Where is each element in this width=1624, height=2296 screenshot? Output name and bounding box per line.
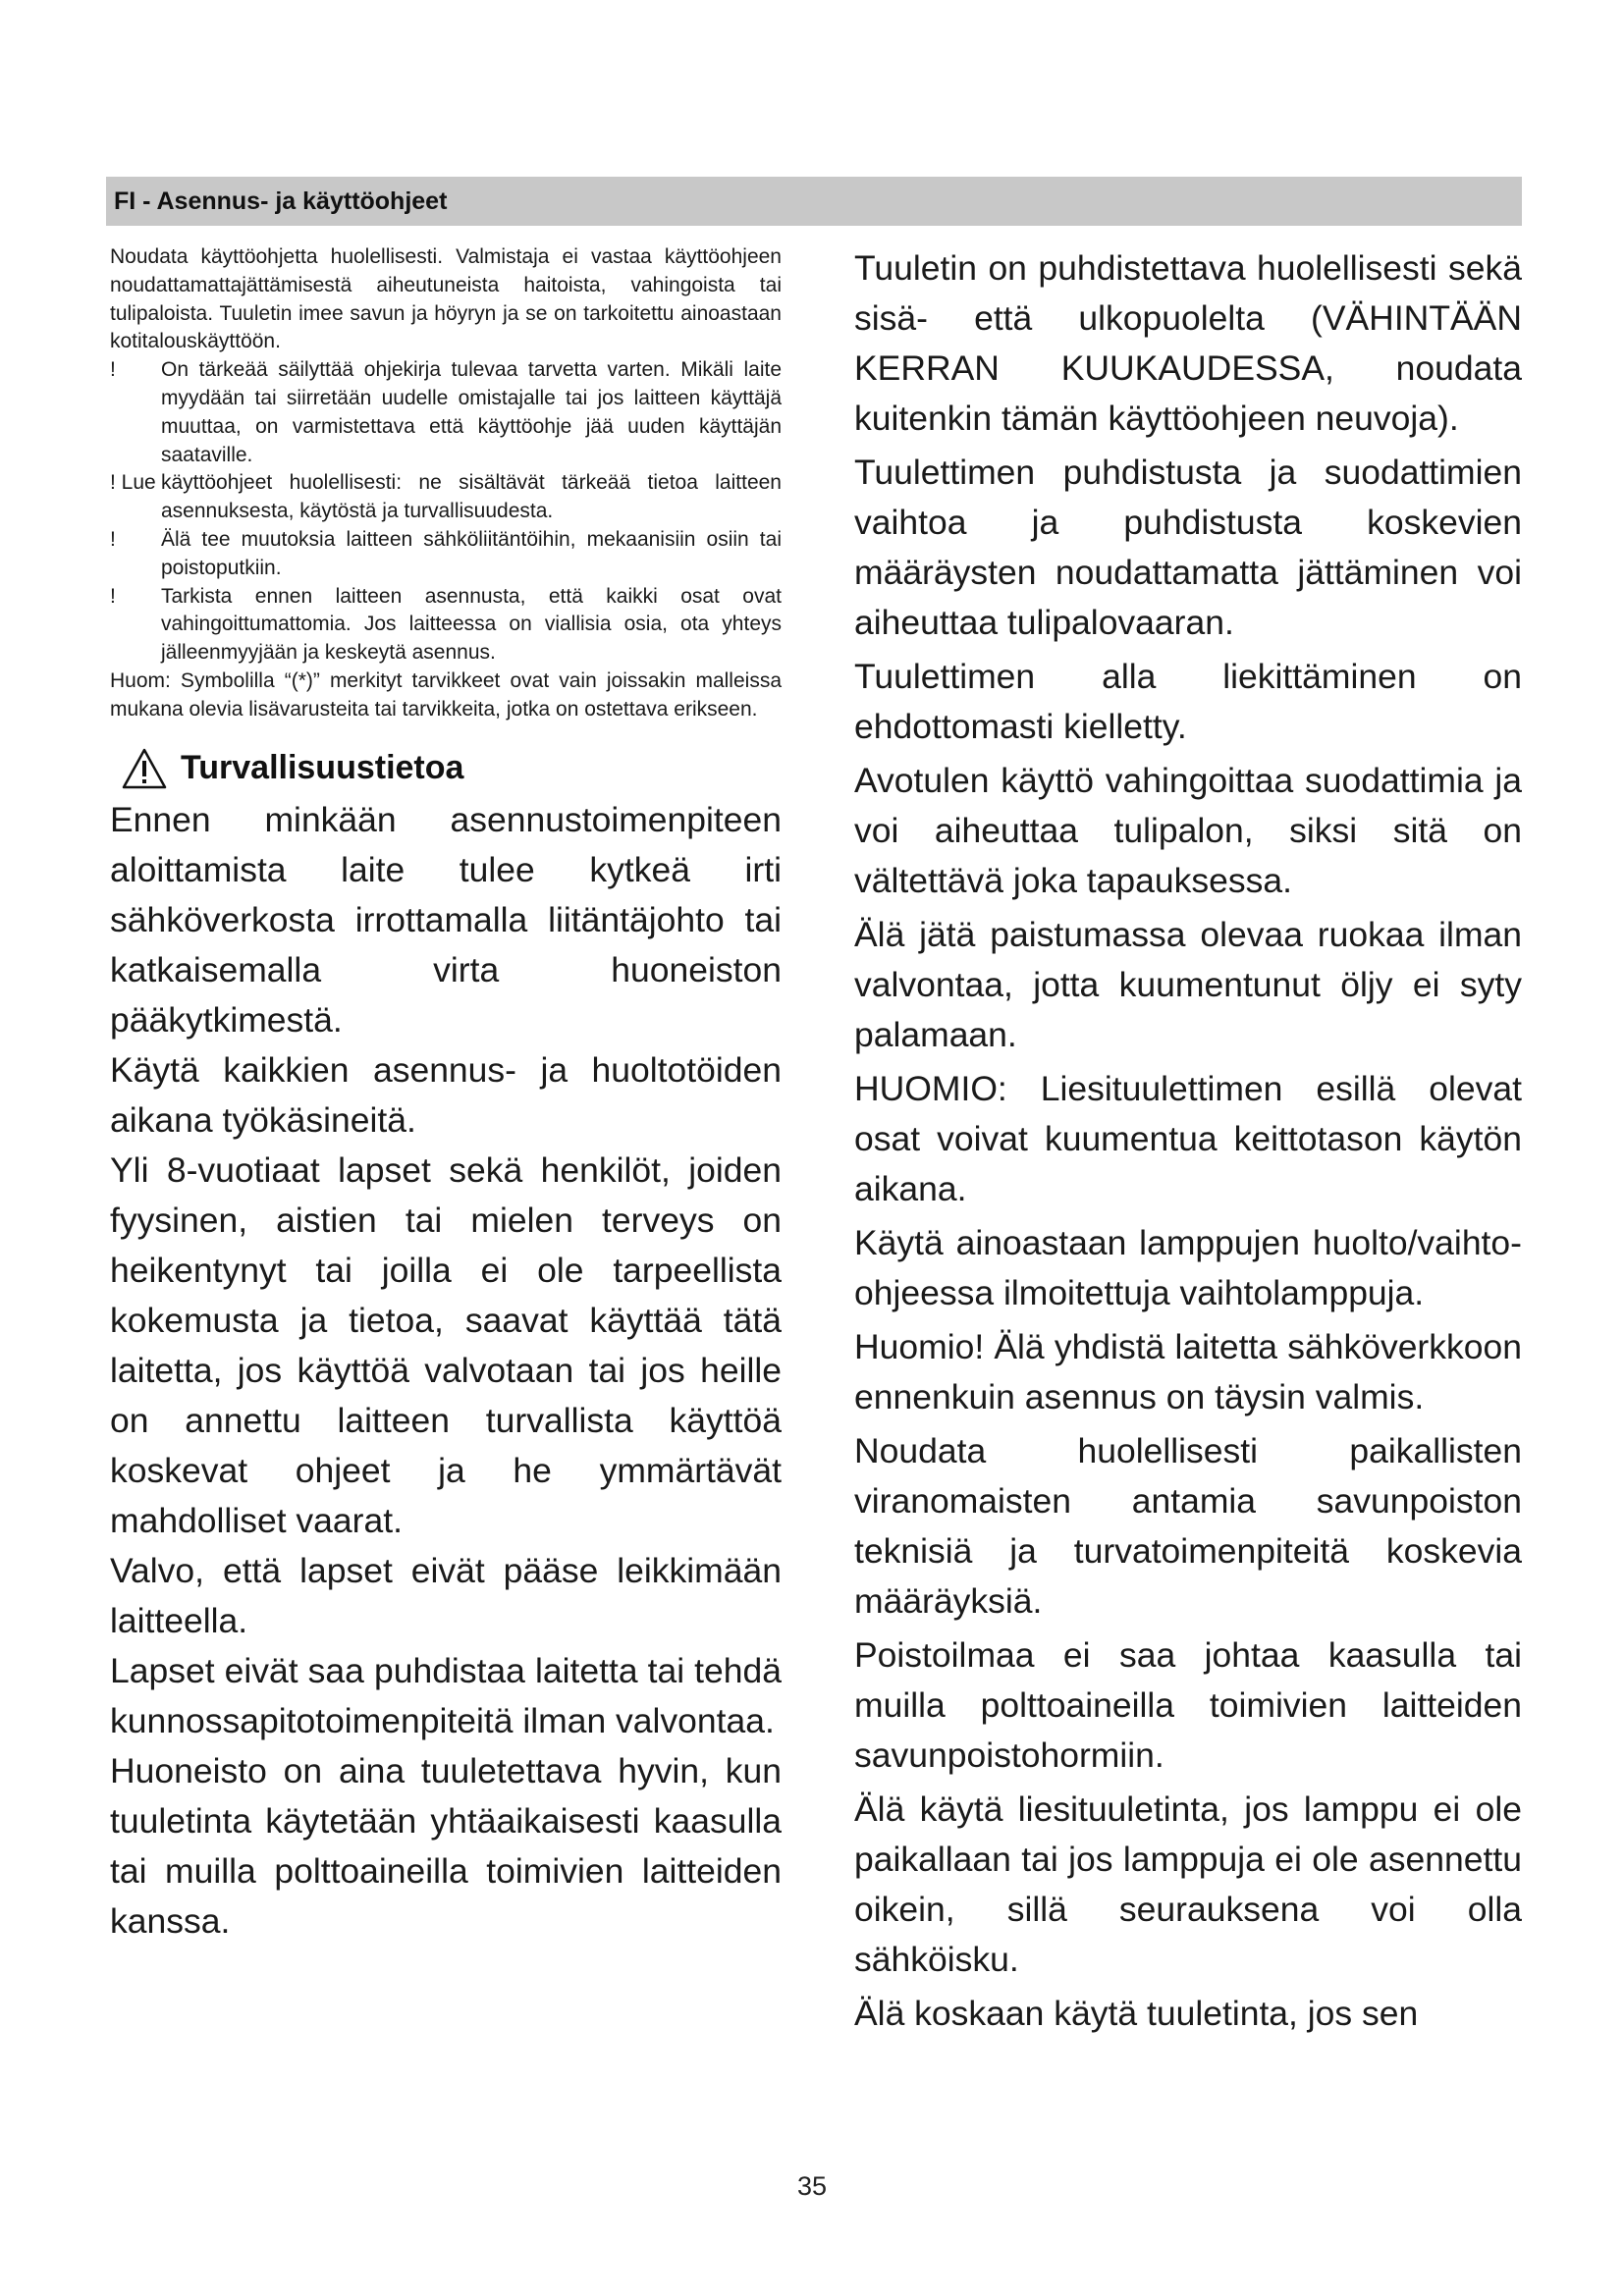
warning-triangle-icon — [122, 748, 167, 789]
bullet-item — [110, 526, 782, 583]
instruction-paragraph: HUOMIO: Liesituulettimen esillä olevat osat voivat kuumentua keittotason käytön aikana. — [854, 1069, 1522, 1208]
bullet-item — [110, 583, 782, 667]
note-paragraph: Huom: Symbolilla “(*)” merkityt tarvikkeet ovat vain joissakin malleissa mukana olevia lisävarusteita tai tarvikkeita, jotka on ostettava erikseen. — [110, 668, 782, 721]
safety-heading — [110, 748, 782, 789]
intro-paragraph: Noudata käyttöohjetta huolellisesti. Valmistaja ei vastaa käyttöohjeen noudattamattajättämisestä aiheutuneista haitoista, vahingoista tai tulipaloista. Tuuletin imee savun ja höyryn ja se on tarkoitettu ainoastaan kotitalouskäyttöön. — [110, 245, 782, 353]
instruction-paragraph: Älä jätä paistumassa olevaa ruokaa ilman valvontaa, jotta kuumentunut öljy ei syty palamaan. — [854, 915, 1522, 1054]
instruction-paragraph: Noudata huolellisesti paikallisten viranomaisten antamia savunpoiston teknisiä ja turvatoimenpiteitä koskevia määräyksiä. — [854, 1431, 1522, 1621]
instruction-paragraph: Tuuletin on puhdistettava huolellisesti sekä sisä- että ulkopuolelta (VÄHINTÄÄN KERRAN KUUKAUDESSA, noudata kuitenkin tämän käyttöohjeen neuvoja). — [854, 248, 1522, 438]
instruction-paragraph: Huomio! Älä yhdistä laitetta sähköverkkoon ennenkuin asennus on täysin valmis. — [854, 1327, 1522, 1416]
section-header-bar — [106, 177, 1522, 226]
bullet-text: Tarkista ennen laitteen asennusta, että kaikki osat ovat vahingoittumattomia. Jos laitteessa on viallisia osia, ota yhteys jälleenmyyjään ja keskeytä asennus. — [161, 584, 782, 665]
bullet-text: Älä tee muutoksia laitteen sähköliitäntöihin, mekaanisiin osiin tai poistoputkiin. — [161, 527, 782, 579]
instruction-paragraph: Avotulen käyttö vahingoittaa suodattimia ja voi aiheuttaa tulipalon, siksi sitä on vältettävä joka tapauksessa. — [854, 761, 1522, 900]
safety-paragraph: Huoneisto on aina tuuletettava hyvin, kun tuuletinta käytetään yhtäaikaisesti kaasulla tai muilla polttoaineilla toimivien laitteiden kanssa. — [110, 1750, 782, 1941]
exclamation-mark: ! — [110, 358, 116, 382]
instruction-paragraph: Älä koskaan käytä tuuletinta, jos sen — [854, 1994, 1419, 2033]
safety-paragraph: Käytä kaikkien asennus- ja huoltotöiden aikana työkäsineitä. — [110, 1049, 782, 1140]
bullet-text: On tärkeää säilyttää ohjekirja tulevaa tarvetta varten. Mikäli laite myydään tai siirretään uudelle omistajalle tai jos laitteen käyttäjä muuttaa, on varmistettava että käyttöohje jää uuden käyttäjän saataville. — [161, 358, 782, 466]
exclamation-mark: ! — [110, 584, 116, 608]
section-title: FI - Asennus- ja käyttöohjeet — [114, 187, 448, 215]
exclamation-mark: ! Lue — [110, 471, 156, 495]
instruction-paragraph: Tuulettimen alla liekittäminen on ehdottomasti kielletty. — [854, 657, 1522, 746]
instruction-paragraph: Tuulettimen puhdistusta ja suodattimien vaihtoa ja puhdistusta koskevien määräysten noudattamatta jättäminen voi aiheuttaa tulipalovaaran. — [854, 453, 1522, 642]
instruction-paragraph: Älä käytä liesituuletinta, jos lamppu ei ole paikallaan tai jos lamppuja ei ole asennettu oikein, sillä seurauksena voi olla sähköisku. — [854, 1789, 1522, 1979]
bullet-item — [110, 469, 782, 526]
right-column — [854, 243, 1522, 2043]
instruction-paragraph: Käytä ainoastaan lamppujen huolto/vaihto-ohjeessa ilmoitettuja vaihtolamppuja. — [854, 1223, 1522, 1312]
safety-paragraph: Yli 8-vuotiaat lapset sekä henkilöt, joiden fyysinen, aistien tai mielen terveys on heikentynyt tai joilla ei ole tarpeellista kokemusta ja tietoa, saavat käyttää tätä laitetta, jos käyttöä valvotaan tai jos heille on annettu laitteen turvallista käyttöä koskevat ohjeet ja he ymmärtävät mahdolliset vaarat. — [110, 1149, 782, 1540]
safety-paragraph: Lapset eivät saa puhdistaa laitetta tai tehdä kunnossapitotoimenpiteitä ilman valvontaa. — [110, 1650, 782, 1740]
instruction-paragraph: Poistoilmaa ei saa johtaa kaasulla tai muilla polttoaineilla toimivien laitteiden savunpoistohormiin. — [854, 1635, 1522, 1775]
safety-paragraph: Ennen minkään asennustoimenpiteen aloittamista laite tulee kytkeä irti sähköverkosta irrottamalla liitäntäjohto tai katkaisemalla virta huoneiston pääkytkimestä. — [110, 799, 782, 1040]
left-column — [110, 243, 782, 1947]
exclamation-mark: ! — [110, 527, 116, 551]
bullet-item — [110, 356, 782, 469]
bullet-text: käyttöohjeet huolellisesti: ne sisältävät tärkeää tietoa laitteen asennuksesta, käytöstä ja turvallisuudesta. — [161, 471, 782, 523]
safety-paragraph: Valvo, että lapset eivät pääse leikkimään laitteella. — [110, 1550, 782, 1640]
page-number: 35 — [796, 2171, 828, 2201]
safety-title: Turvallisuustietoa — [181, 749, 464, 787]
